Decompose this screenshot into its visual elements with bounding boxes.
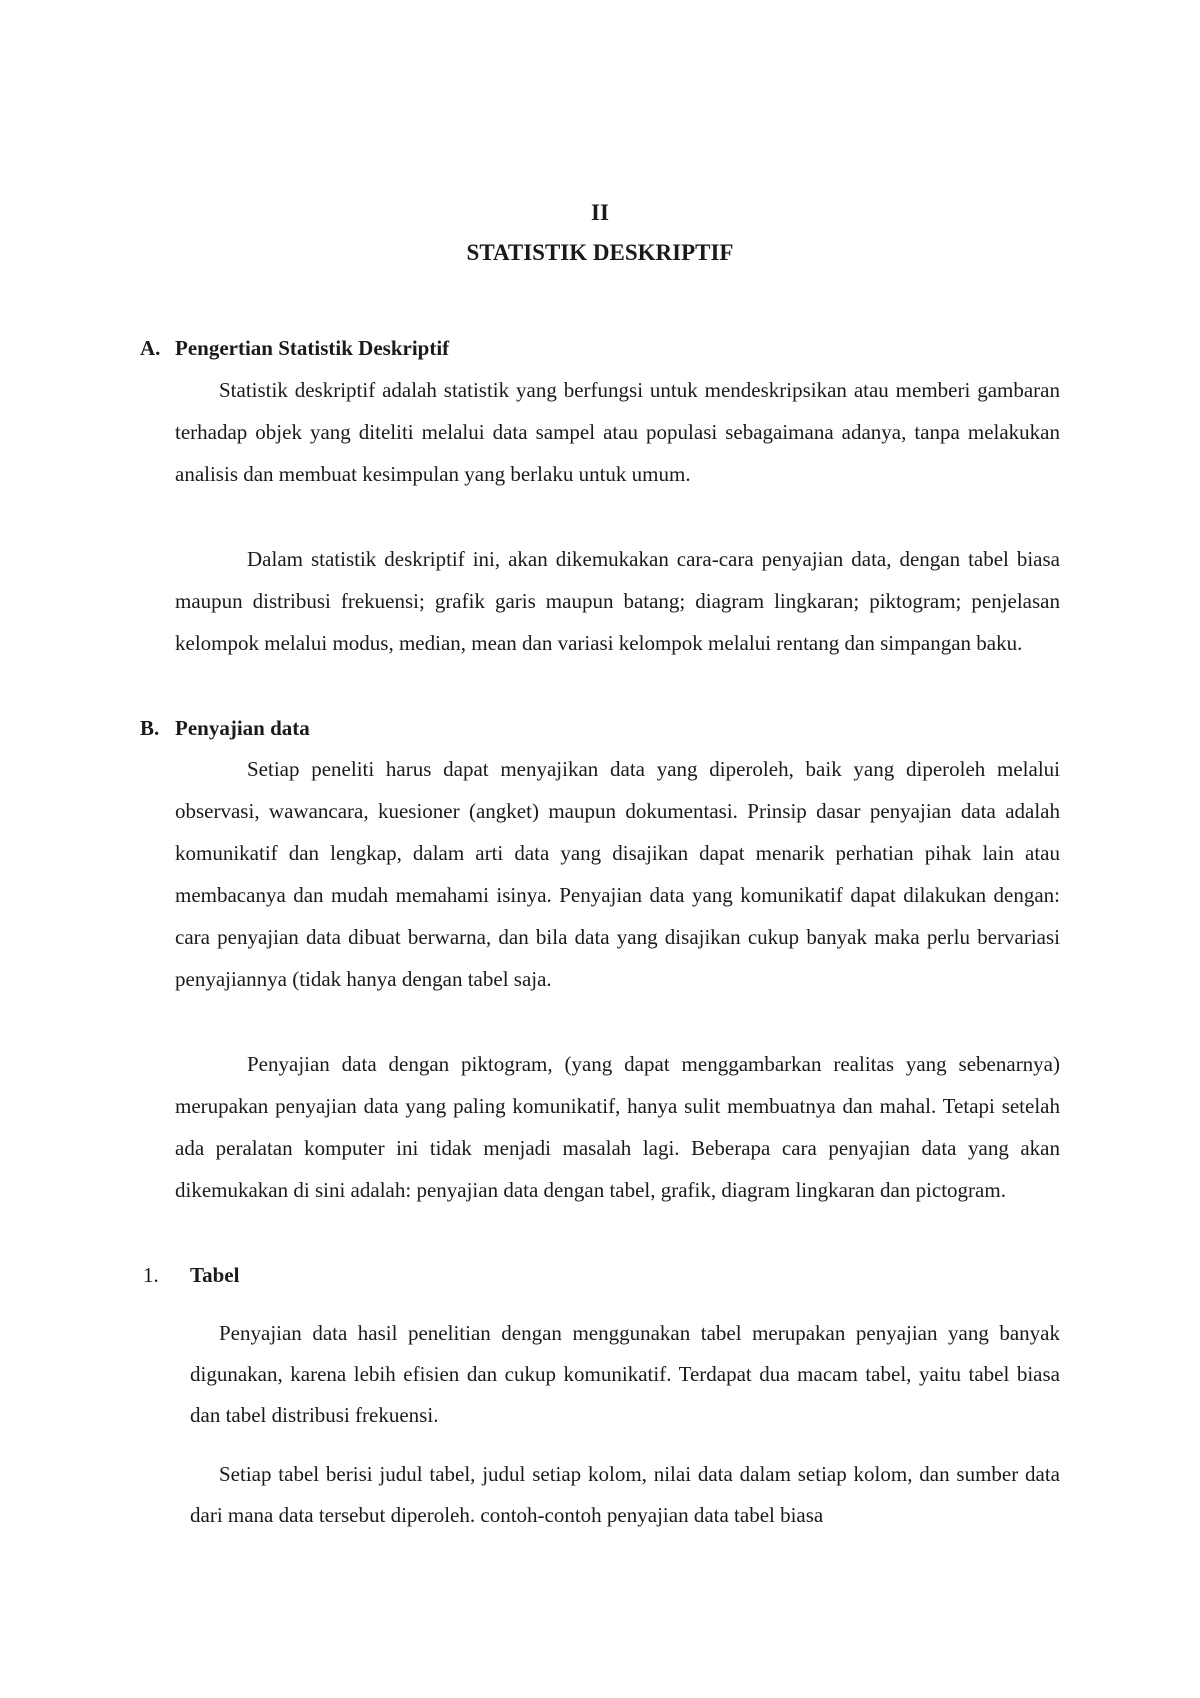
section-b-title: Penyajian data [175,716,310,740]
section-b-marker: B. [140,716,160,740]
section-a-title: Pengertian Statistik Deskriptif [175,336,450,360]
chapter-title: STATISTIK DESKRIPTIF [466,240,734,265]
section-a-marker: A. [140,336,161,360]
subsection-1-paragraph-1: Penyajian data hasil penelitian dengan menggunakan tabel merupakan penyajian yang banyak digunakan, karena lebih efisien dan cukup komunikatif. Terdapat dua macam tabel, yaitu tabel biasa dan tabel distribusi frekuensi. [190,1321,1060,1427]
subsection-1-title: Tabel [190,1263,240,1287]
section-a-paragraph-2: Dalam statistik deskriptif ini, akan dikemukakan cara-cara penyajian data, dengan tabel biasa maupun distribusi frekuensi; grafik garis maupun batang; diagram lingkaran; piktogram; penjelasan kelompok melalui modus, median, mean dan variasi kelompok melalui rentang dan simpangan baku. [175,547,1060,655]
section-b-paragraph-2: Penyajian data dengan piktogram, (yang dapat menggambarkan realitas yang sebenarnya) merupakan penyajian data yang paling komunikatif, hanya sulit membuatnya dan mahal. Tetapi setelah ada peralatan komputer ini tidak menjadi masalah lagi. Beberapa cara penyajian data yang akan dikemukakan di sini adalah: penyajian data dengan tabel, grafik, diagram lingkaran dan pictogram. [175,1052,1060,1202]
section-b-paragraph-1: Setiap peneliti harus dapat menyajikan data yang diperoleh, baik yang diperoleh melalui observasi, wawancara, kuesioner (angket) maupun dokumentasi. Prinsip dasar penyajian data adalah komunikatif dan lengkap, dalam arti data yang disajikan dapat menarik perhatian pihak lain atau membacanya dan mudah memahami isinya. Penyajian data yang komunikatif dapat dilakukan dengan: cara penyajian data dibuat berwarna, dan bila data yang disajikan cukup banyak maka perlu bervariasi penyajiannya (tidak hanya dengan tabel saja. [175,757,1060,991]
subsection-1-number: 1. [143,1263,159,1287]
section-a-paragraph-1: Statistik deskriptif adalah statistik yang berfungsi untuk mendeskripsikan atau memberi gambaran terhadap objek yang diteliti melalui data sampel atau populasi sebagaimana adanya, tanpa melakukan analisis dan membuat kesimpulan yang berlaku untuk umum. [175,378,1060,486]
subsection-1-paragraph-2: Setiap tabel berisi judul tabel, judul setiap kolom, nilai data dalam setiap kolom, dan sumber data dari mana data tersebut diperoleh. contoh-contoh penyajian data tabel biasa [190,1462,1060,1527]
section-a-heading [140,336,449,361]
chapter-number: II [591,200,609,225]
section-b-heading [140,716,310,741]
